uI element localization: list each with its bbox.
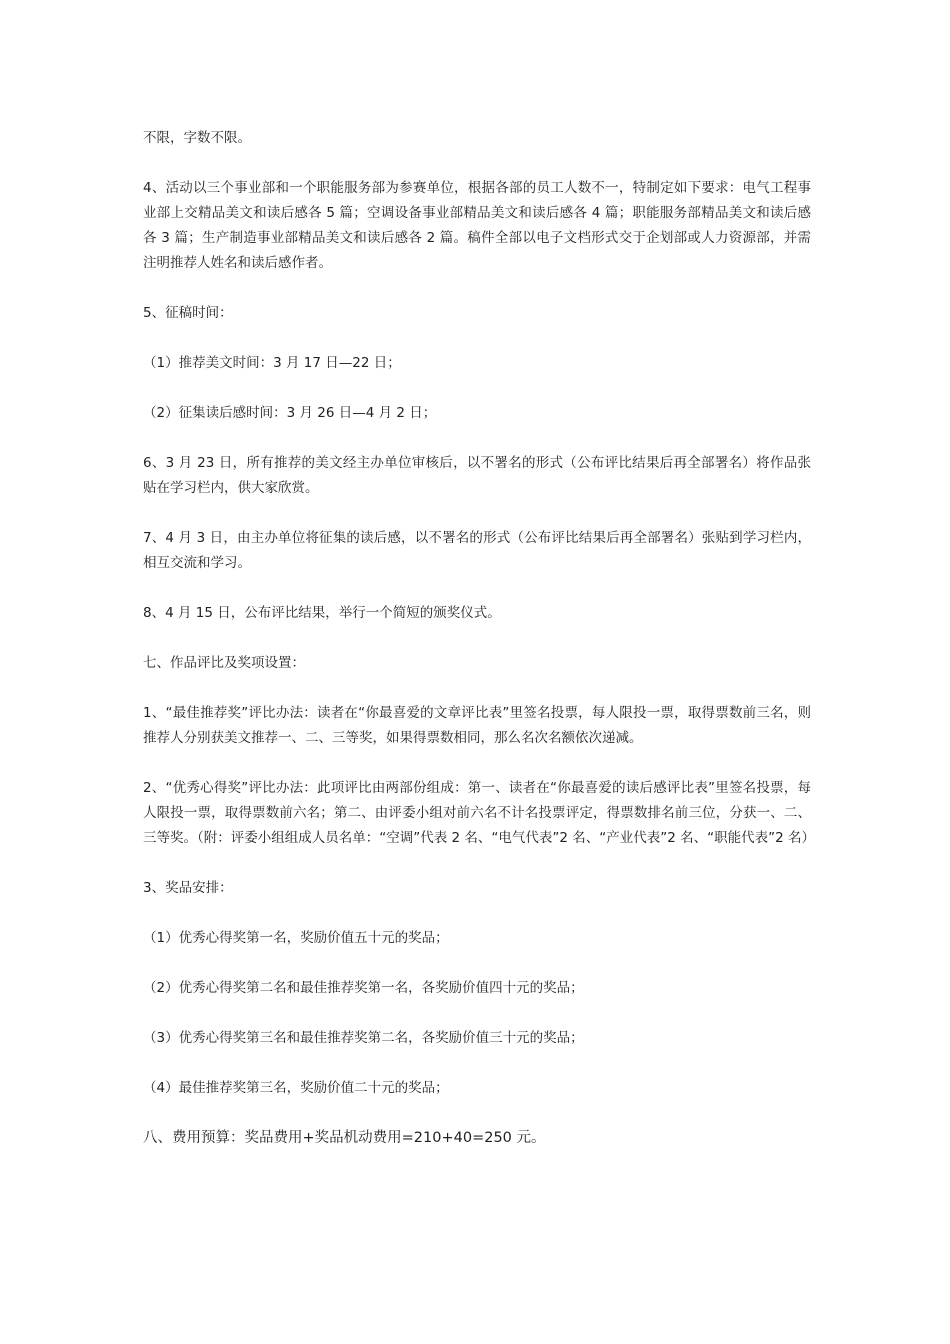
paragraph-best-recommendation-award: 1、“最佳推荐奖”评比办法：读者在“你最喜爱的文章评比表”里签名投票，每人限投一票，取得票数前三名，则推荐人分别获美文推荐一、二、三等奖，如果得票数相同，那么名次名额依次递减。: [143, 705, 811, 746]
paragraph-submission-period-heading: 5、征稿时间：: [143, 305, 233, 321]
section-heading-awards: 七、作品评比及奖项设置：: [143, 655, 305, 671]
document-body: [143, 126, 816, 1151]
paragraph-prize-arrangement-heading: 3、奖品安排：: [143, 880, 233, 896]
paragraph-prize-1: （1）优秀心得奖第一名，奖励价值五十元的奖品；: [143, 930, 449, 946]
paragraph-award-ceremony: 8、4 月 15 日，公布评比结果，举行一个简短的颁奖仪式。: [143, 605, 501, 621]
paragraph-essay-period: （1）推荐美文时间：3 月 17 日—22 日；: [143, 355, 401, 371]
paragraph-review-posting: 7、4 月 3 日，由主办单位将征集的读后感，以不署名的形式（公布评比结果后再全部署名）张贴到学习栏内，相互交流和学习。: [143, 530, 811, 571]
paragraph-prize-4: （4）最佳推荐奖第三名，奖励价值二十元的奖品；: [143, 1080, 449, 1096]
paragraph-participants: 4、活动以三个事业部和一个职能服务部为参赛单位，根据各部的员工人数不一，特制定如下要求：电气工程事业部上交精品美文和读后感各 5 篇；空调设备事业部精品美文和读后感各 4 篇；职能服务部精品美文和读后感各 3 篇；生产制造事业部精品美文和读后感各 2 篇。稿件全部以电子文档形式交于企划部或人力资源部，并需注明推荐人姓名和读后感作者。: [143, 180, 811, 271]
paragraph-word-limit: 不限，字数不限。: [143, 130, 251, 146]
paragraph-essay-posting: 6、3 月 23 日，所有推荐的美文经主办单位审核后，以不署名的形式（公布评比结果后再全部署名）将作品张贴在学习栏内，供大家欣赏。: [143, 455, 811, 496]
paragraph-review-period: （2）征集读后感时间：3 月 26 日—4 月 2 日；: [143, 405, 437, 421]
paragraph-excellent-review-award: 2、“优秀心得奖”评比办法：此项评比由两部份组成：第一、读者在“你最喜爱的读后感评比表”里签名投票，每人限投一票，取得票数前六名；第二、由评委小组对前六名不计名投票评定，得票数排名前三位，分获一、二、三等奖。（附：评委小组组成人员名单：“空调”代表 2 名、“电气代表”2 名、“产业代表”2 名、“职能代表”2 名）: [143, 780, 816, 846]
section-heading-budget: 八、费用预算：奖品费用+奖品机动费用=210+40=250 元。: [143, 1130, 546, 1146]
paragraph-prize-3: （3）优秀心得奖第三名和最佳推荐奖第二名，各奖励价值三十元的奖品；: [143, 1030, 584, 1046]
paragraph-prize-2: （2）优秀心得奖第二名和最佳推荐奖第一名，各奖励价值四十元的奖品；: [143, 980, 584, 996]
